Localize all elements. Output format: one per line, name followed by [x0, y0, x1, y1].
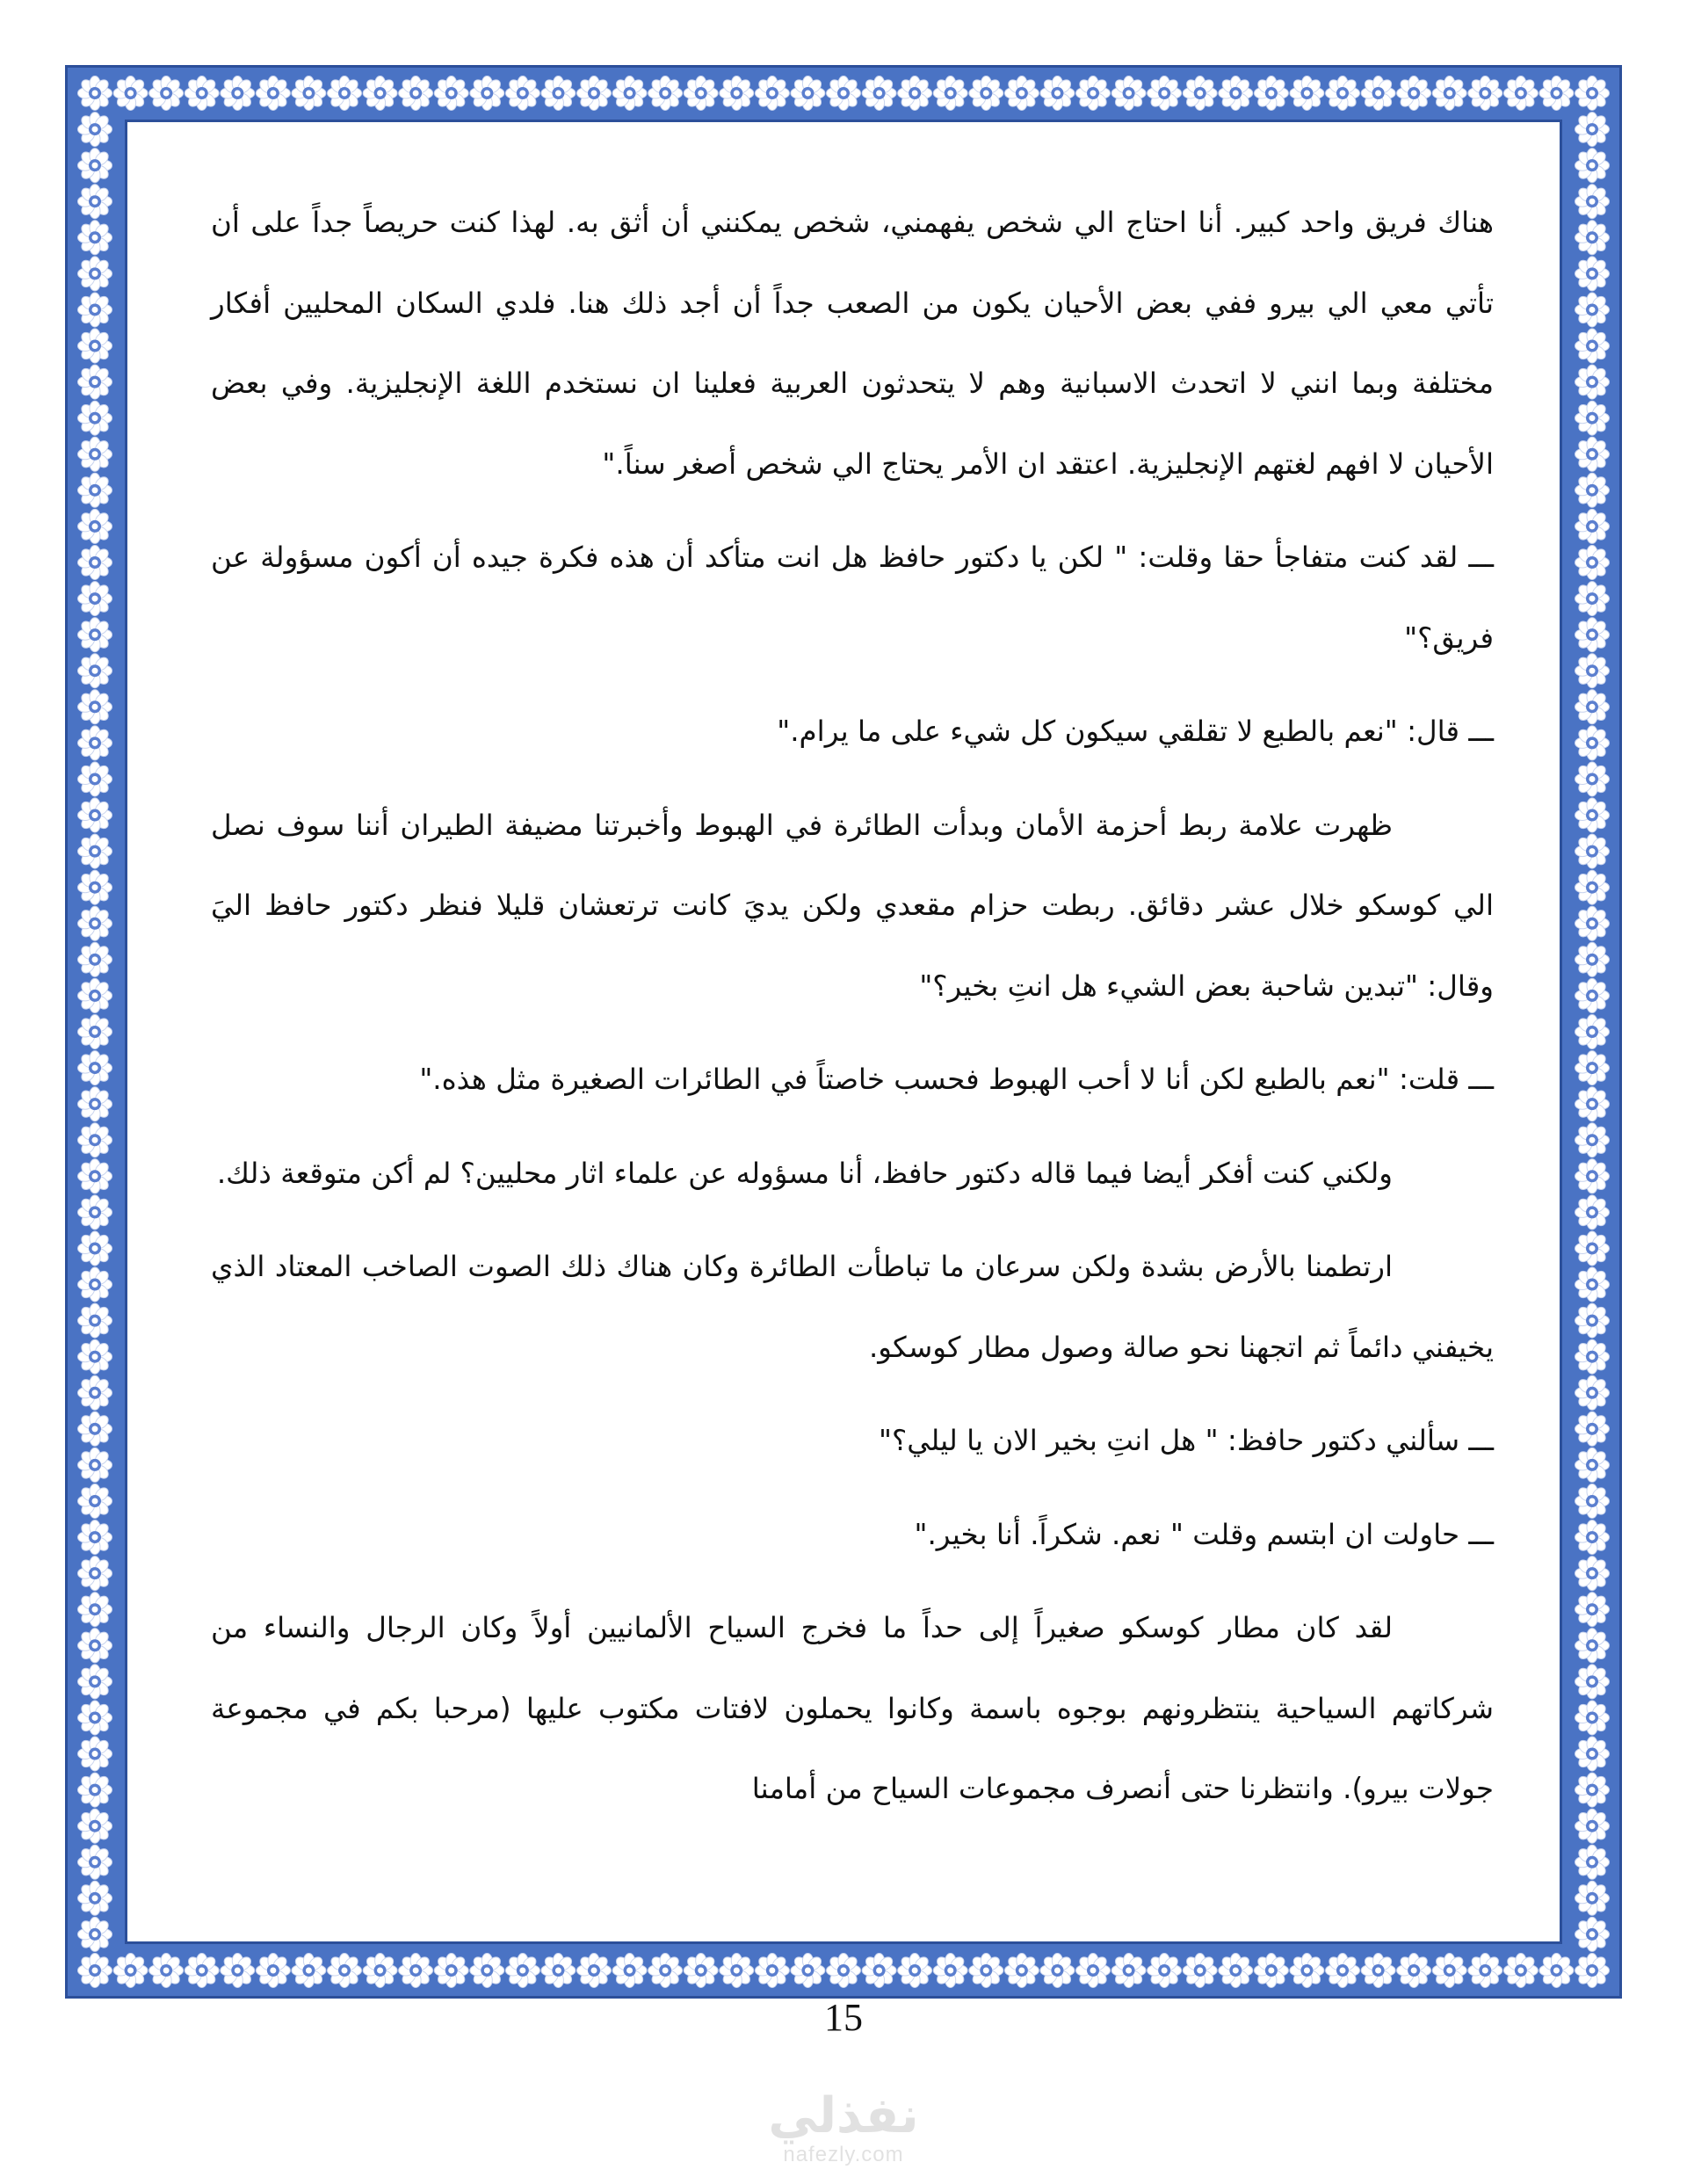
flower-icon — [1575, 1015, 1610, 1049]
flower-icon — [78, 906, 112, 940]
flower-icon — [1575, 149, 1610, 183]
flower-icon — [1575, 1448, 1610, 1482]
flower-icon — [1539, 1954, 1574, 1988]
flower-icon — [1575, 1339, 1610, 1374]
flower-icon — [1575, 257, 1610, 291]
flower-icon — [898, 76, 932, 111]
flower-icon — [1183, 1954, 1217, 1988]
flower-icon — [1326, 76, 1360, 111]
flower-icon — [969, 76, 1003, 111]
flower-icon — [363, 76, 397, 111]
paragraph — [211, 1227, 1494, 1388]
flower-icon — [1575, 112, 1610, 147]
flower-icon — [78, 1123, 112, 1157]
flower-icon — [78, 1484, 112, 1519]
flower-icon — [827, 76, 861, 111]
flower-icon — [862, 1954, 896, 1988]
flower-icon — [78, 1809, 112, 1843]
text-line: ظهرت علامة ربط أحزمة الأمان وبدأت الطائرة في الهبوط وأخبرتنا مضيفة الطيران — [400, 808, 1393, 842]
flower-icon — [1575, 1520, 1610, 1555]
flower-icon — [1290, 1954, 1324, 1988]
flower-icon — [791, 1954, 825, 1988]
flower-icon — [78, 1556, 112, 1591]
flower-icon — [78, 726, 112, 760]
flower-icon — [78, 546, 112, 580]
flower-icon — [78, 1665, 112, 1699]
flower-icon — [1575, 546, 1610, 580]
flower-icon — [78, 1520, 112, 1555]
flower-icon — [1575, 1809, 1610, 1843]
flower-icon — [1575, 1593, 1610, 1627]
flower-icon — [1575, 798, 1610, 832]
flower-icon — [1575, 1195, 1610, 1230]
flower-icon — [1503, 1954, 1538, 1988]
flower-icon — [78, 942, 112, 976]
flower-icon — [292, 1954, 326, 1988]
flower-icon — [1575, 1556, 1610, 1591]
flower-icon — [577, 1954, 612, 1988]
flower-icon — [78, 149, 112, 183]
flower-icon — [78, 1195, 112, 1230]
flower-icon — [256, 1954, 290, 1988]
flower-icon — [1575, 1303, 1610, 1338]
flower-icon — [78, 1881, 112, 1915]
flower-icon — [1575, 1411, 1610, 1446]
watermark — [747, 2087, 940, 2167]
flower-icon — [1468, 76, 1502, 111]
flower-icon — [1575, 1375, 1610, 1410]
flower-icon — [1575, 1159, 1610, 1194]
flower-icon — [1575, 1123, 1610, 1157]
flower-icon — [399, 1954, 433, 1988]
flower-icon — [1575, 1881, 1610, 1915]
flower-icon — [541, 1954, 576, 1988]
paragraph — [211, 518, 1494, 678]
flower-icon — [862, 76, 896, 111]
text-line: (مرحبا بكم في مجموعة جولات بيرو). وانتظرنا حتى أنصرف مجموعات السياح من أمامنا — [211, 1691, 1494, 1805]
flower-icon — [1040, 76, 1075, 111]
flower-icon — [1432, 76, 1466, 111]
flower-icon — [470, 76, 504, 111]
flower-icon — [1254, 76, 1288, 111]
flower-icon — [1575, 1954, 1610, 1988]
flower-icon — [1575, 1917, 1610, 1951]
watermark-url: nafezly.com — [783, 2143, 904, 2166]
paragraph — [211, 183, 1494, 504]
flower-icon — [1575, 76, 1610, 111]
paragraph — [211, 786, 1494, 1027]
flower-icon — [78, 834, 112, 868]
flower-icon — [541, 76, 576, 111]
flower-icon — [1326, 1954, 1360, 1988]
flower-icon — [1575, 1737, 1610, 1771]
flower-icon — [1575, 437, 1610, 471]
flower-icon — [1575, 582, 1610, 616]
flower-icon — [1575, 1773, 1610, 1807]
flower-icon — [1575, 726, 1610, 760]
flower-icon — [78, 1917, 112, 1951]
text-line: هناك فريق واحد كبير. أنا احتاج الي شخص يفهمني، شخص يمكنني أن أثق به. لهذا كنت — [449, 206, 1494, 239]
flower-icon — [1148, 1954, 1182, 1988]
flower-icon — [791, 76, 825, 111]
flower-icon — [149, 1954, 184, 1988]
paragraph — [211, 1134, 1494, 1215]
flower-icon — [1148, 76, 1182, 111]
flower-icon — [221, 76, 255, 111]
flower-icon — [78, 257, 112, 291]
flower-icon — [78, 509, 112, 543]
flower-icon — [78, 185, 112, 219]
flower-icon — [1290, 76, 1324, 111]
flower-icon — [78, 690, 112, 724]
flower-icon — [78, 618, 112, 652]
flower-icon — [1575, 365, 1610, 399]
text-line: مسؤولة عن فريق؟" — [211, 541, 1494, 655]
flower-icon — [1575, 1629, 1610, 1663]
text-line: ـــ حاولت ان ابتسم وقلت " نعم. شكراً. أنا بخير." — [914, 1517, 1494, 1551]
flower-icon — [1575, 473, 1610, 507]
flower-icon — [78, 1267, 112, 1302]
flower-icon — [969, 1954, 1003, 1988]
flower-icon — [1361, 1954, 1395, 1988]
flower-icon — [185, 1954, 219, 1988]
paragraph — [211, 692, 1494, 773]
flower-icon — [1111, 1954, 1146, 1988]
flower-icon — [78, 329, 112, 363]
flower-icon — [78, 1773, 112, 1807]
flower-icon — [78, 365, 112, 399]
text-line: لقد كان مطار كوسكو صغيراً إلى حداً ما فخرج السياح الألمانيين أولاً وكان الرجال — [366, 1611, 1393, 1644]
text-line: يحتاج الي شخص أصغر سناً." — [602, 446, 944, 481]
flower-icon — [1575, 834, 1610, 868]
flower-icon — [577, 76, 612, 111]
flower-icon — [720, 1954, 754, 1988]
paragraph — [211, 1588, 1494, 1830]
flower-icon — [78, 1845, 112, 1879]
story-text — [211, 183, 1494, 1830]
flower-icon — [149, 76, 184, 111]
flower-icon — [470, 1954, 504, 1988]
flower-icon — [78, 798, 112, 832]
flower-icon — [113, 76, 148, 111]
flower-icon — [78, 1051, 112, 1085]
flower-icon — [1575, 1231, 1610, 1266]
flower-icon — [1575, 1701, 1610, 1735]
flower-icon — [1575, 1665, 1610, 1699]
flower-icon — [78, 1231, 112, 1266]
flower-icon — [78, 978, 112, 1012]
flower-icon — [1183, 76, 1217, 111]
text-line: ـــ سألني دكتور حافظ: " هل انتِ بخير الان يا ليلي؟" — [879, 1424, 1494, 1457]
flower-icon — [1040, 1954, 1075, 1988]
flower-icon — [1575, 762, 1610, 796]
text-line: فعلينا ان نستخدم اللغة الإنجليزية. وفي بعض الأحيان لا افهم لغتهم الإنجليزية. اعتقد ان الأمر — [211, 366, 1494, 481]
flower-icon — [78, 582, 112, 616]
text-line: ـــ لقد كنت متفاجأ حقا وقلت: " لكن يا دكتور حافظ هل انت متأكد أن هذه فكرة جيده أن أكون — [364, 541, 1494, 574]
flower-icon — [434, 1954, 468, 1988]
flower-icon — [78, 401, 112, 435]
flower-icon — [434, 76, 468, 111]
flower-icon — [898, 1954, 932, 1988]
flower-icon — [1468, 1954, 1502, 1988]
flower-icon — [1575, 329, 1610, 363]
flower-icon — [78, 1015, 112, 1049]
flower-icon — [648, 1954, 683, 1988]
flower-icon — [328, 1954, 362, 1988]
flower-icon — [78, 1411, 112, 1446]
flower-icon — [78, 1701, 112, 1735]
flower-icon — [78, 1159, 112, 1194]
flower-icon — [78, 221, 112, 255]
flower-icon — [78, 1593, 112, 1627]
text-line: هنا. فلدي السكان المحليين أفكار مختلفة وبما انني لا اتحدث الاسبانية وهم لا يتحدثون العربية — [211, 286, 1495, 400]
flower-icon — [1254, 1954, 1288, 1988]
flower-icon — [1397, 1954, 1431, 1988]
flower-icon — [78, 762, 112, 796]
flower-icon — [78, 870, 112, 904]
flower-icon — [1503, 76, 1538, 111]
page-number: 15 — [824, 1996, 863, 2039]
flower-icon — [78, 1737, 112, 1771]
paragraph — [211, 1495, 1494, 1576]
text-line: أكن متوقعة ذلك. — [216, 1156, 415, 1190]
flower-icon — [363, 1954, 397, 1988]
flower-icon — [1575, 509, 1610, 543]
text-line: حريصاً جداً على أن تأتي معي الي بيرو ففي بعض الأحيان يكون من الصعب جداً أن أجد ذلك — [211, 206, 1494, 320]
flower-icon — [1361, 76, 1395, 111]
watermark-logo: نفذلي — [768, 2087, 919, 2144]
text-line: الصاخب المعتاد الذي يخيفني دائماً ثم اتجهنا نحو صالة وصول مطار كوسكو. — [211, 1250, 1494, 1364]
flower-icon — [1575, 293, 1610, 327]
flower-icon — [78, 437, 112, 471]
flower-icon — [1432, 1954, 1466, 1988]
flower-icon — [1219, 1954, 1253, 1988]
flower-icon — [684, 1954, 718, 1988]
flower-icon — [78, 112, 112, 147]
flower-icon — [720, 76, 754, 111]
flower-icon — [78, 473, 112, 507]
flower-icon — [1575, 906, 1610, 940]
flower-icon — [1076, 76, 1111, 111]
flower-icon — [505, 76, 539, 111]
flower-icon — [505, 1954, 539, 1988]
text-line: ارتطمنا بالأرض بشدة ولكن سرعان ما تباطأت الطائرة وكان هناك ذلك الصوت — [467, 1250, 1393, 1283]
text-line: قليلا فنظر دكتور حافظ اليَ وقال: "تبدين شاحبة بعض الشيء هل انتِ بخير؟" — [211, 889, 1494, 1003]
flower-icon — [1076, 1954, 1111, 1988]
flower-icon — [256, 76, 290, 111]
text-line: أننا سوف نصل الي كوسكو خلال عشر دقائق. ربطت حزام مقعدي ولكن يديَ كانت ترتعشان — [211, 808, 1494, 922]
flower-icon — [933, 1954, 967, 1988]
flower-icon — [78, 76, 112, 111]
flower-icon — [1575, 978, 1610, 1012]
flower-icon — [827, 1954, 861, 1988]
flower-icon — [78, 1303, 112, 1338]
flower-icon — [1575, 221, 1610, 255]
flower-icon — [1397, 76, 1431, 111]
text-line: ـــ قلت: "نعم بالطبع لكن أنا لا أحب الهبوط فحسب خاصتاً في الطائرات الصغيرة مثل هذه." — [419, 1063, 1494, 1096]
flower-icon — [1004, 76, 1039, 111]
flower-icon — [185, 76, 219, 111]
flower-icon — [1575, 1845, 1610, 1879]
flower-icon — [1004, 1954, 1039, 1988]
flower-icon — [328, 76, 362, 111]
flower-icon — [78, 1339, 112, 1374]
flower-icon — [78, 654, 112, 688]
flower-icon — [292, 76, 326, 111]
flower-icon — [933, 76, 967, 111]
flower-icon — [78, 1954, 112, 1988]
flower-icon — [755, 76, 789, 111]
flower-icon — [684, 76, 718, 111]
paragraph — [211, 1040, 1494, 1121]
flower-icon — [1539, 76, 1574, 111]
flower-icon — [1575, 654, 1610, 688]
flower-icon — [78, 1448, 112, 1482]
flower-icon — [78, 1087, 112, 1121]
flower-icon — [399, 76, 433, 111]
flower-icon — [1575, 1051, 1610, 1085]
flower-icon — [1575, 401, 1610, 435]
flower-icon — [78, 1375, 112, 1410]
text-line: ـــ قال: "نعم بالطبع لا تقلقي سيكون كل شيء على ما يرام." — [777, 715, 1494, 748]
flower-icon — [1219, 76, 1253, 111]
flower-icon — [78, 1629, 112, 1663]
flower-icon — [1575, 1484, 1610, 1519]
flower-icon — [1575, 185, 1610, 219]
flower-icon — [78, 293, 112, 327]
flower-icon — [1575, 1267, 1610, 1302]
flower-icon — [755, 1954, 789, 1988]
flower-icon — [1575, 942, 1610, 976]
flower-icon — [612, 1954, 647, 1988]
flower-icon — [1575, 690, 1610, 724]
paragraph — [211, 1401, 1494, 1482]
flower-icon — [1111, 76, 1146, 111]
flower-icon — [1575, 618, 1610, 652]
text-line: ولكني كنت أفكر أيضا فيما قاله دكتور حافظ، أنا مسؤوله عن علماء اثار محليين؟ لم — [423, 1156, 1393, 1190]
flower-icon — [221, 1954, 255, 1988]
text-line: والنساء من شركاتهم السياحية ينتظرونهم بوجوه باسمة وكانوا يحملون لافتات مكتوب عليها — [211, 1611, 1495, 1725]
flower-icon — [113, 1954, 148, 1988]
flower-icon — [1575, 870, 1610, 904]
flower-icon — [1575, 1087, 1610, 1121]
flower-icon — [612, 76, 647, 111]
flower-icon — [648, 76, 683, 111]
